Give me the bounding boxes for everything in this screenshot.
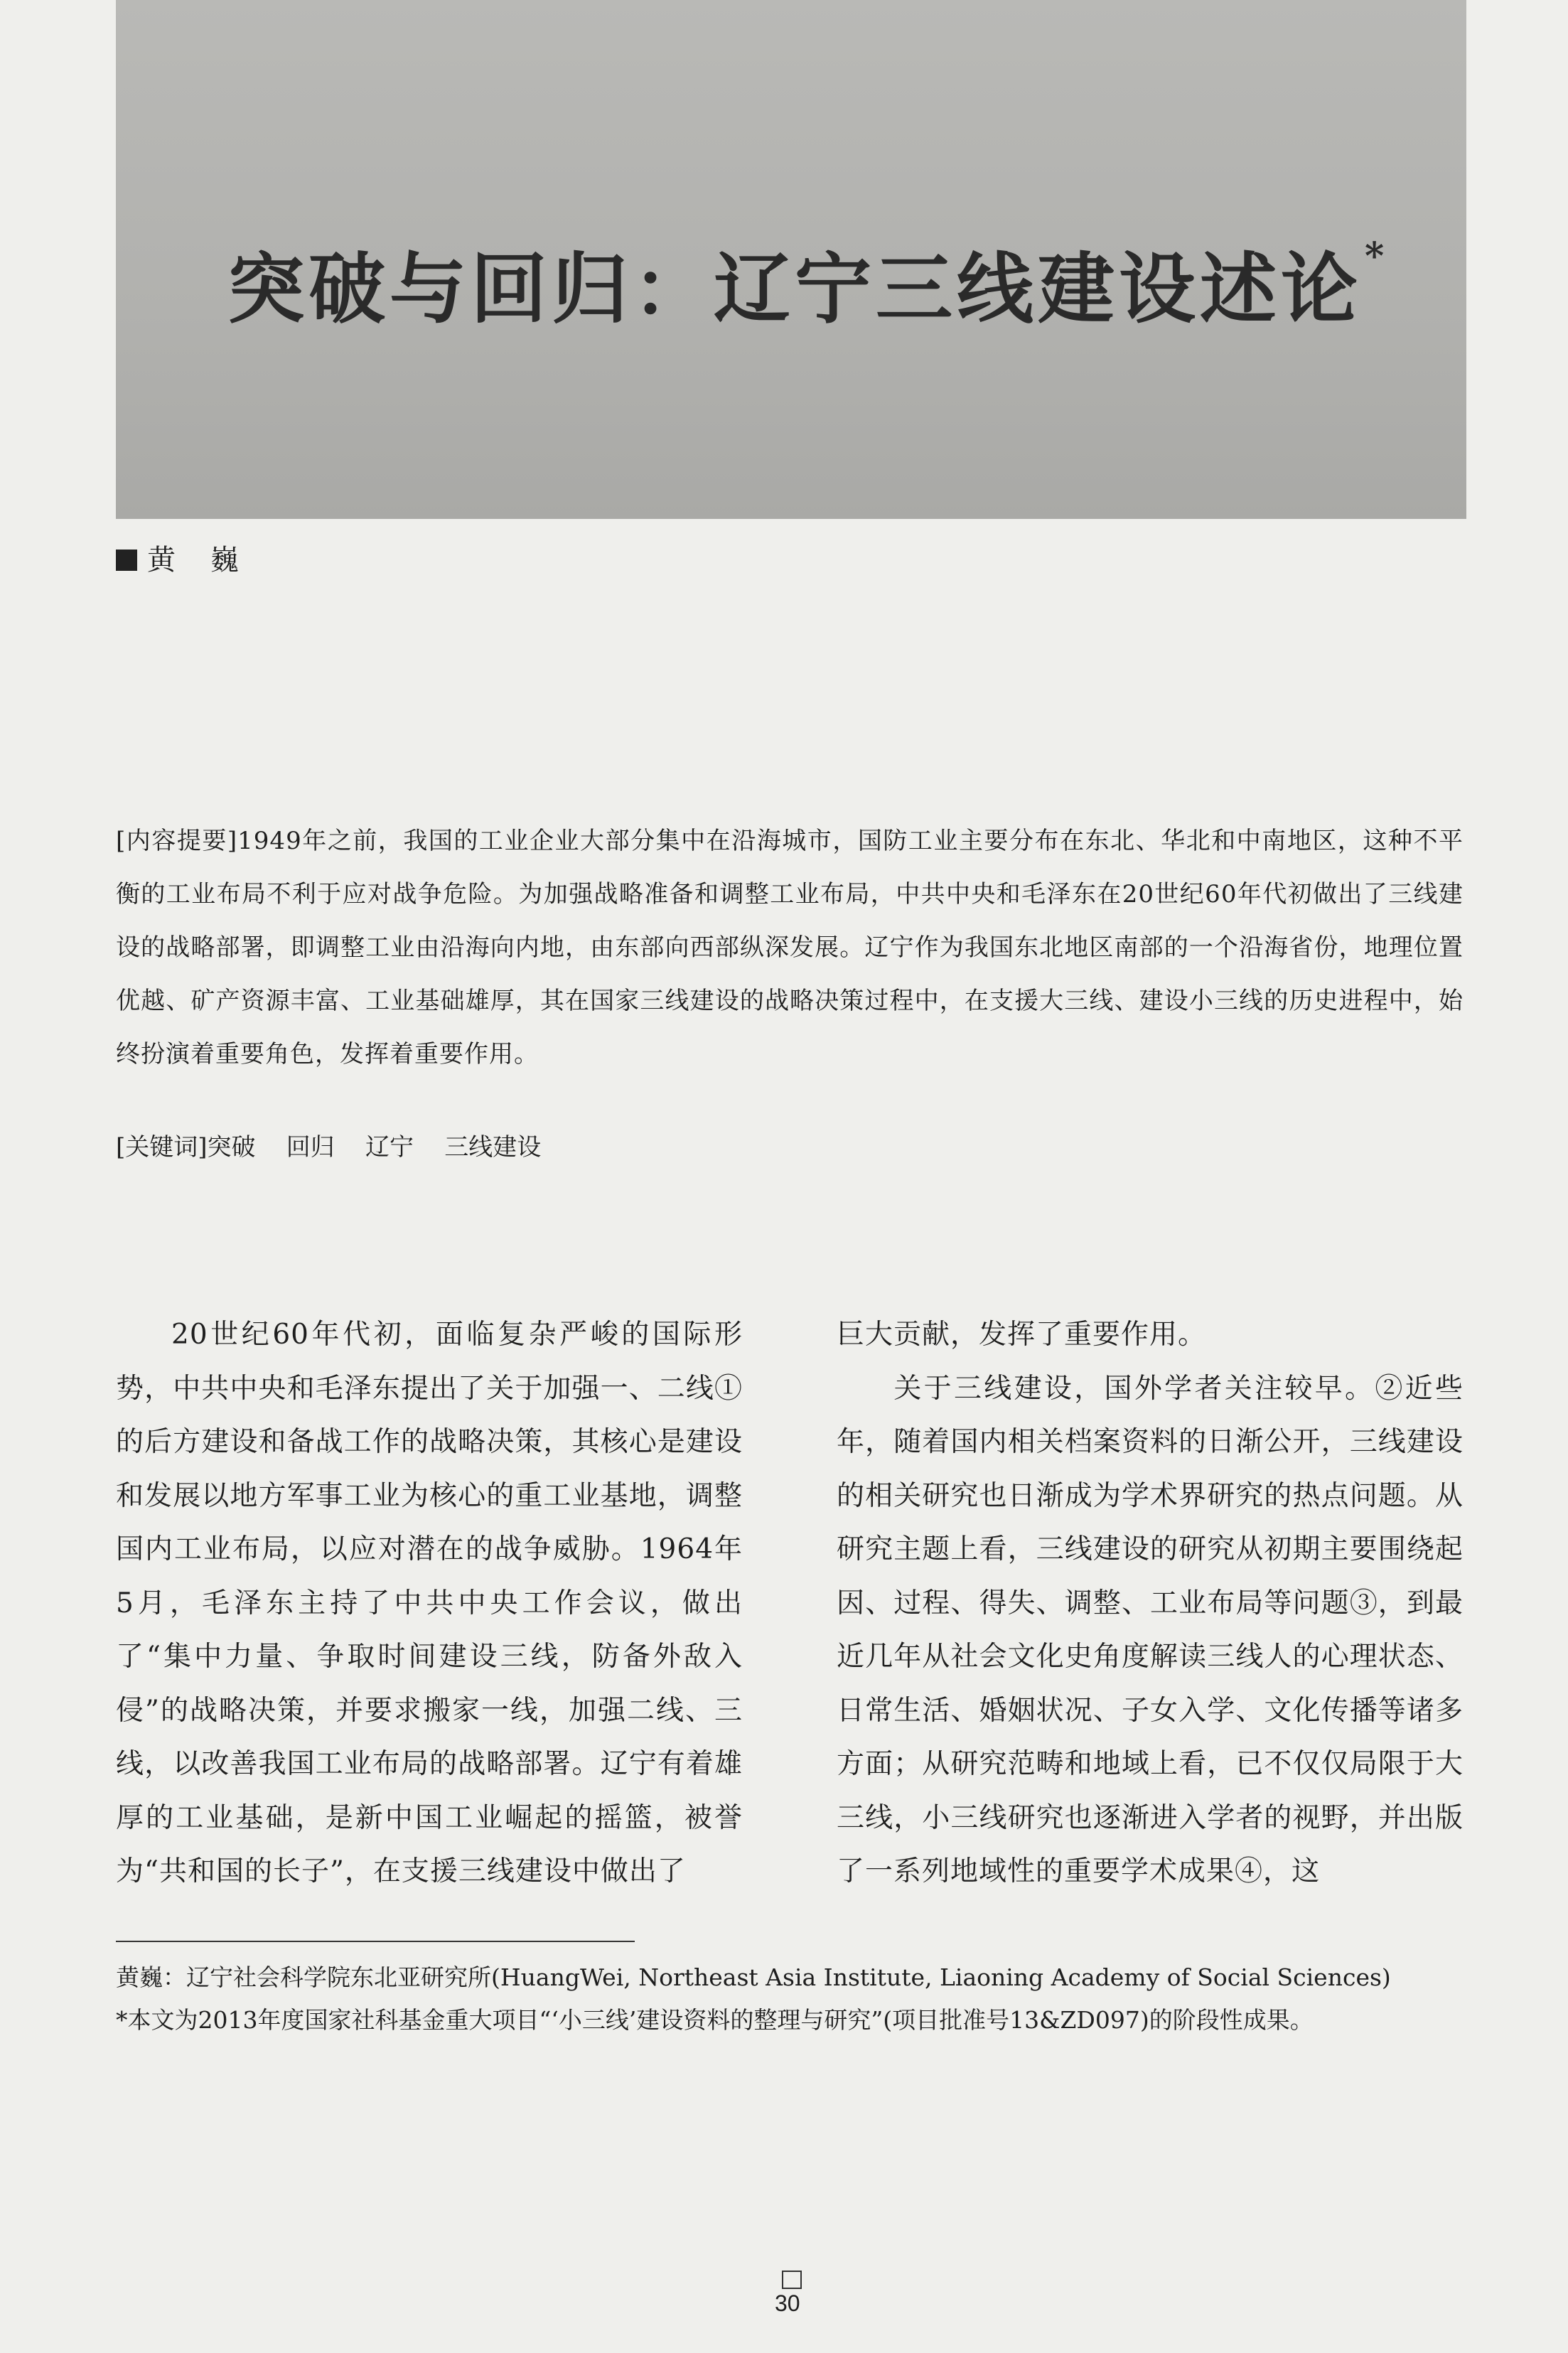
article-title xyxy=(227,227,1436,338)
footnotes xyxy=(116,1956,1464,2042)
title-footnote-marker: * xyxy=(1365,235,1389,278)
body-column-right xyxy=(837,1308,1464,1899)
footnote-divider xyxy=(116,1941,635,1942)
funding-note: *本文为2013年度国家社科基金重大项目“‘小三线’建设资料的整理与研究”(项目批准号13&ZD097)的阶段性成果。 xyxy=(116,2006,1314,2034)
author-affiliation-note: 黄巍：辽宁社会科学院东北亚研究所(HuangWei, Northeast Asia Institute, Liaoning Academy of Social Sciences) xyxy=(116,1963,1391,1991)
body-paragraph-continued: 巨大贡献，发挥了重要作用。 xyxy=(837,1319,1207,1351)
body-column-left xyxy=(116,1308,743,1899)
author-name: 黄 巍 xyxy=(147,544,252,577)
body-paragraph: 关于三线建设，国外学者关注较早。②近些年，随着国内相关档案资料的日渐公开，三线建设的相关研究也日渐成为学术界研究的热点问题。从研究主题上看，三线建设的研究从初期主要围绕起因、过程、得失、调整、工业布局等问题③，到最近几年从社会文化史角度解读三线人的心理状态、日常生活、婚姻状况、子女入学、文化传播等诸多方面；从研究范畴和地域上看，已不仅仅局限于大三线，小三线研究也逐渐进入学者的视野，并出版了一系列地域性的重要学术成果④，这 xyxy=(837,1372,1464,1887)
page-number: 30 xyxy=(775,2290,800,2316)
title-text: 突破与回归：辽宁三线建设述论 xyxy=(227,245,1363,334)
abstract: [内容提要]1949年之前，我国的工业企业大部分集中在沿海城市，国防工业主要分布在东北、华北和中南地区，这种不平衡的工业布局不利于应对战争危险。为加强战略准备和调整工业布局，中共中央和毛泽东在20世纪60年代初做出了三线建设的战略部署，即调整工业由沿海向内地，由东部向西部纵深发展。辽宁作为我国东北地区南部的一个沿海省份，地理位置优越、矿产资源丰富、工业基础雄厚，其在国家三线建设的战略决策过程中，在支援大三线、建设小三线的历史进程中，始终扮演着重要角色，发挥着重要作用。 xyxy=(116,827,1464,1068)
keywords: [关键词]突破 回归 辽宁 三线建设 xyxy=(116,1133,542,1162)
page-marker-icon xyxy=(782,2271,802,2289)
square-bullet-icon xyxy=(116,550,137,571)
author-line xyxy=(116,537,252,578)
body-paragraph: 20世纪60年代初，面临复杂严峻的国际形势，中共中央和毛泽东提出了关于加强一、二线①的后方建设和备战工作的战略决策，其核心是建设和发展以地方军事工业为核心的重工业基地，调整国内工业布局，以应对潜在的战争威胁。1964年5月，毛泽东主持了中共中央工作会议，做出了“集中力量、争取时间建设三线，防备外敌入侵”的战略决策，并要求搬家一线，加强二线、三线，以改善我国工业布局的战略部署。辽宁有着雄厚的工业基础，是新中国工业崛起的摇篮，被誉为“共和国的长子”，在支援三线建设中做出了 xyxy=(116,1319,743,1887)
